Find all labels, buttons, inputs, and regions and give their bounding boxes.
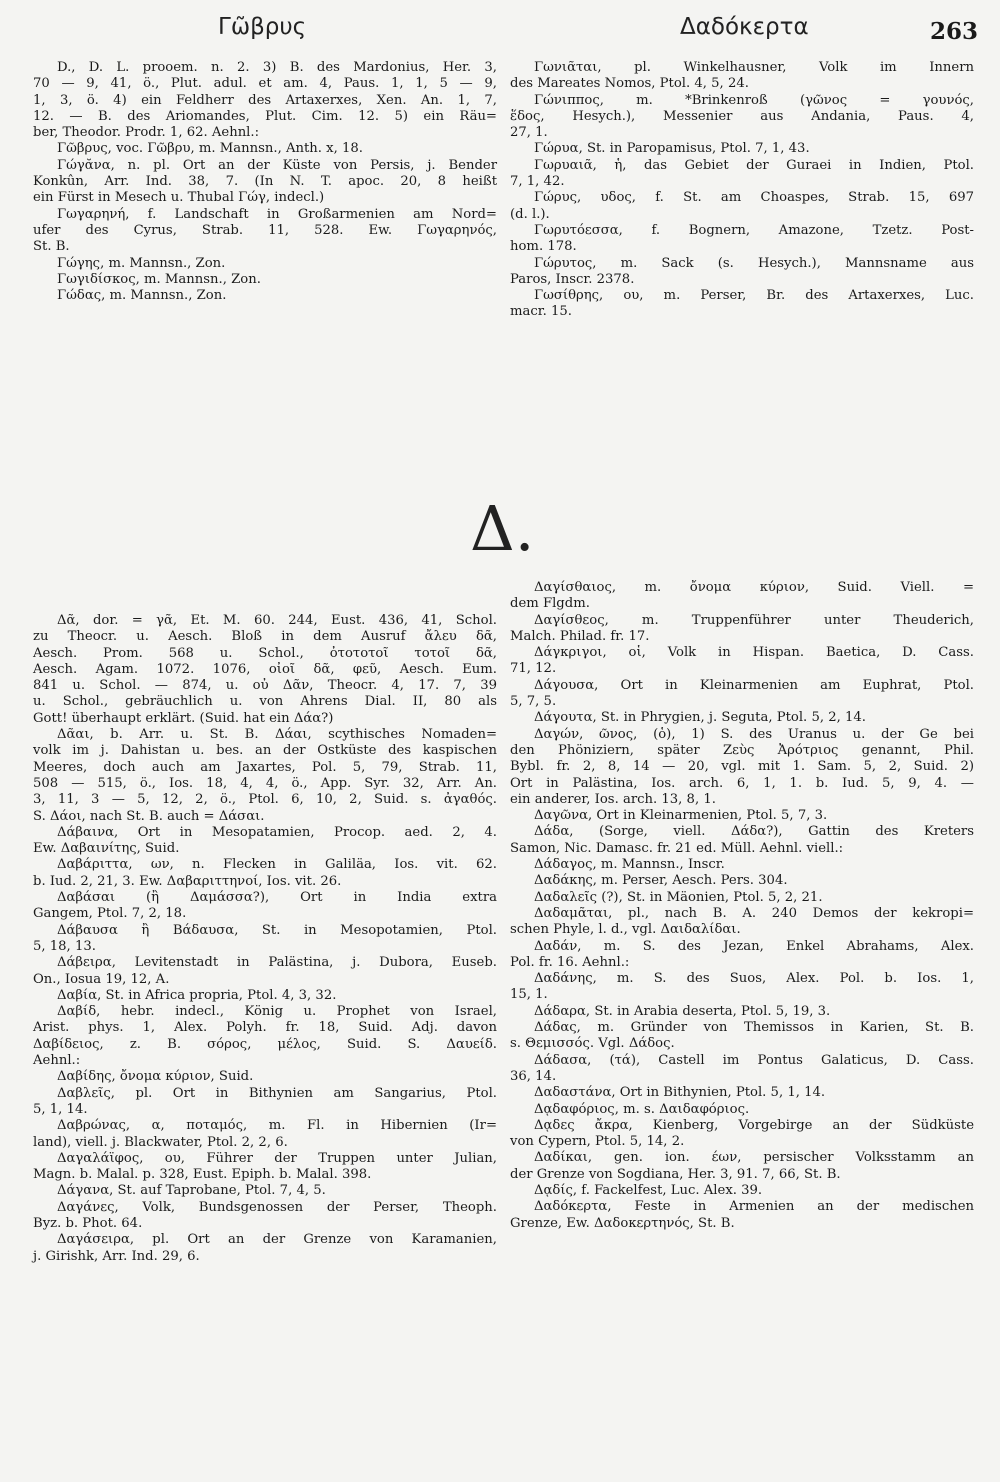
entry-line: Γωνιᾶται, pl. Winkelhausner, Volk im Innern	[534, 60, 974, 75]
entry-line: Γώδας, m. Mannsn., Zon.	[57, 288, 227, 304]
dictionary-entry	[510, 890, 974, 906]
dictionary-entry	[510, 727, 974, 808]
entry-line: des Mareates Nomos, Ptol. 4, 5, 24.	[510, 76, 749, 92]
dictionary-entry	[510, 1102, 974, 1118]
dictionary-entry	[510, 808, 974, 824]
entry-line: Samon, Nic. Damasc. fr. 21 ed. Müll. Aehnl. viell.:	[510, 840, 844, 856]
entry-line: ein anderer, Ios. arch. 13, 8, 1.	[510, 791, 716, 807]
entry-line: Δάδαγος, m. Mannsn., Inscr.	[534, 857, 725, 873]
entry-line: Δαδόκερτα, Feste in Armenien an der medischen	[534, 1199, 974, 1215]
entry-line: b. Iud. 2, 21, 3. Ew. Δαβαριττηνοί, Ios. vit. 26.	[33, 873, 342, 889]
column-top-left	[33, 60, 497, 304]
dictionary-entry	[510, 971, 974, 1004]
dictionary-entry	[33, 1200, 497, 1233]
entry-line: Δαβρώνας, α, ποταμός, m. Fl. in Hibernien (Ir=	[57, 1118, 497, 1134]
dictionary-entry	[33, 1183, 497, 1199]
column-bottom-right	[510, 580, 974, 1232]
dictionary-entry	[510, 288, 974, 321]
dictionary-entry	[33, 988, 497, 1004]
entry-line: hom. 178.	[510, 239, 577, 255]
entry-line: Δάδα, (Sorge, viell. Δάδα?), Gattin des Kreters	[534, 824, 974, 840]
entry-line: Δαγίσθαιος, m. ὄνομα κύριον, Suid. Viell. =	[534, 580, 974, 595]
entry-line: ber, Theodor. Prodr. 1, 62. Aehnl.:	[33, 125, 260, 141]
entry-line: St. B.	[33, 239, 70, 255]
entry-line: Δαδαλεῖς (?), St. in Mäonien, Ptol. 5, 2, 21.	[534, 889, 823, 905]
section-letter: Δ.	[470, 492, 535, 565]
entry-line: Δάγουτα, St. in Phrygien, j. Seguta, Ptol. 5, 2, 14.	[534, 710, 866, 726]
entry-line: Δάγκριγοι, οἱ, Volk in Hispan. Baetica, D. Cass.	[534, 645, 974, 661]
dictionary-entry	[510, 1183, 974, 1199]
dictionary-entry	[510, 1150, 974, 1183]
dictionary-entry	[33, 141, 497, 157]
entry-line: Γωσίθρης, ου, m. Perser, Br. des Artaxerxes, Luc.	[534, 288, 974, 304]
entry-line: Δαδάν, m. S. des Jezan, Enkel Abrahams, Alex.	[534, 938, 974, 954]
page-number: 263	[930, 18, 979, 45]
entry-line: Pol. fr. 16. Aehnl.:	[510, 954, 630, 970]
entry-line: s. Θεμισσός. Vgl. Δάδος.	[510, 1036, 675, 1052]
entry-line: Konkûn, Arr. Ind. 38, 7. (In N. T. apoc. 20, 8 heißt	[33, 174, 497, 190]
entry-line: 3, 11, 3 — 5, 12, 2, ö., Ptol. 6, 10, 2, Suid. s. ἀγαθός.	[33, 792, 497, 808]
dictionary-entry	[510, 141, 974, 157]
dictionary-entry	[510, 824, 974, 857]
entry-line: Grenze, Ew. Δαδοκερτηνός, St. B.	[510, 1215, 735, 1231]
dictionary-entry	[510, 93, 974, 142]
entry-line: Δᾶ, dor. = γᾶ, Et. M. 60. 244, Eust. 436, 41, Schol.	[57, 613, 497, 628]
entry-line: Δαδάνης, m. S. des Suos, Alex. Pol. b. Ios. 1,	[534, 971, 974, 987]
entry-line: Γώνιππος, m. *Brinkenroß (γῶνος = γουνός,	[534, 92, 974, 108]
entry-line: Byz. b. Phot. 64.	[33, 1215, 143, 1231]
entry-line: volk im j. Dahistan u. bes. an der Ostküste des kaspischen	[33, 743, 497, 759]
entry-line: 5, 18, 13.	[33, 938, 96, 954]
entry-line: Δαδάκης, m. Perser, Aesch. Pers. 304.	[534, 873, 788, 889]
entry-line: Γωγιδίσκος, m. Mannsn., Zon.	[57, 271, 261, 287]
entry-line: Δᾶαι, b. Arr. u. St. B. Δάαι, scythisches Nomaden=	[57, 727, 497, 743]
entry-line: Δαβάσαι (ἢ Δαμάσσα?), Ort in India extra	[57, 890, 497, 906]
entry-line: Aesch. Agam. 1072. 1076, οἰοῖ δᾶ, φεῦ, Aesch. Eum.	[33, 661, 497, 677]
entry-line: Δαγῶνα, Ort in Kleinarmenien, Ptol. 5, 7, 3.	[534, 808, 828, 824]
entry-line: u. Schol., gebräuchlich u. von Ahrens Dial. II, 80 als	[33, 694, 497, 710]
dictionary-entry	[510, 190, 974, 223]
entry-line: Γωγαρηνή, f. Landschaft in Großarmenien am Nord=	[57, 206, 497, 222]
dictionary-entry	[33, 857, 497, 890]
entry-line: Δαδαστάνα, Ort in Bithynien, Ptol. 5, 1, 14.	[534, 1085, 826, 1101]
entry-line: 7, 1, 42.	[510, 174, 565, 190]
entry-line: 27, 1.	[510, 125, 548, 141]
entry-line: Δαβλεῖς, pl. Ort in Bithynien am Sangarius, Ptol.	[57, 1085, 497, 1101]
dictionary-entry	[33, 1004, 497, 1069]
dictionary-entry	[33, 955, 497, 988]
entry-line: Δάβαινα, Ort in Mesopatamien, Procop. aed. 2, 4.	[57, 824, 497, 840]
dictionary-entry	[33, 1232, 497, 1265]
dictionary-entry	[510, 678, 974, 711]
entry-line: Γωρυτόεσσα, f. Bognern, Amazone, Tzetz. Post-	[534, 222, 974, 238]
entry-line: Δάδας, m. Gründer von Themissos in Karien, St. B.	[534, 1020, 974, 1036]
dictionary-entry	[510, 1199, 974, 1232]
entry-line: Δαβίδ, hebr. indecl., König u. Prophet von Israel,	[57, 1004, 497, 1020]
entry-line: Δαγών, ῶνος, (ὁ), 1) S. des Uranus u. der Ge bei	[534, 726, 974, 742]
entry-line: Δαγαλάϊφος, ου, Führer der Truppen unter Julian,	[57, 1150, 497, 1166]
entry-line: Δαγάσειρα, pl. Ort an der Grenze von Karamanien,	[57, 1232, 497, 1248]
dictionary-entry	[33, 727, 497, 825]
dictionary-entry	[33, 1086, 497, 1119]
dictionary-entry	[510, 906, 974, 939]
entry-line: Γώρυα, St. in Paropamisus, Ptol. 7, 1, 43.	[534, 141, 810, 157]
dictionary-entry	[510, 873, 974, 889]
entry-line: dem Flgdm.	[510, 596, 590, 612]
dictionary-entry	[510, 60, 974, 93]
dictionary-entry	[33, 60, 497, 141]
entry-line: ein Fürst in Mesech u. Thubal Γώγ, indecl.)	[33, 190, 325, 206]
dictionary-entry	[510, 1053, 974, 1086]
dictionary-entry	[510, 1085, 974, 1101]
entry-line: 71, 12.	[510, 661, 557, 677]
entry-line: ufer des Cyrus, Strab. 11, 528. Ew. Γωγαρηνός,	[33, 222, 497, 238]
entry-line: Arist. phys. 1, Alex. Polyh. fr. 18, Suid. Adj. davon	[33, 1020, 497, 1036]
entry-line: Meeres, doch auch am Jaxartes, Pol. 5, 79, Strab. 11,	[33, 759, 497, 775]
entry-line: Δαδίκαι, gen. ion. έων, persischer Volksstamm an	[534, 1150, 974, 1166]
dictionary-entry	[33, 1151, 497, 1184]
column-top-right	[510, 60, 974, 321]
entry-line: zu Theocr. u. Aesch. Bloß in dem Ausruf ἄλευ δᾶ,	[33, 629, 497, 645]
entry-line: Aesch. Prom. 568 u. Schol., ὀτοτοτοῖ τοτοῖ δᾶ,	[33, 645, 497, 661]
dictionary-entry	[33, 256, 497, 272]
dictionary-entry	[33, 1118, 497, 1151]
running-head-right: Δαδόκερτα	[680, 14, 809, 40]
entry-line: j. Girishk, Arr. Ind. 29, 6.	[33, 1248, 200, 1264]
entry-line: 841 u. Schol. — 874, u. οὐ Δᾶν, Theocr. 4, 17. 7, 39	[33, 678, 497, 694]
entry-line: 70 — 9, 41, ö., Plut. adul. et am. 4, Paus. 1, 1, 5 — 9,	[33, 76, 497, 92]
dictionary-entry	[33, 1069, 497, 1085]
dictionary-entry	[33, 923, 497, 956]
entry-line: Gangem, Ptol. 7, 2, 18.	[33, 906, 187, 922]
running-head-left: Γῶβρυς	[218, 14, 307, 40]
dictionary-entry	[33, 288, 497, 304]
dictionary-entry	[510, 256, 974, 289]
entry-line: Δαδαμᾶται, pl., nach B. A. 240 Demos der kekropi=	[534, 905, 974, 921]
dictionary-entry	[510, 645, 974, 678]
entry-line: Malch. Philad. fr. 17.	[510, 628, 650, 644]
entry-line: Δαβία, St. in Africa propria, Ptol. 4, 3, 32.	[57, 987, 337, 1003]
dictionary-entry	[33, 158, 497, 207]
dictionary-entry	[510, 158, 974, 191]
dictionary-entry	[510, 939, 974, 972]
column-bottom-left	[33, 613, 497, 1265]
dictionary-entry	[510, 857, 974, 873]
entry-line: Γώγης, m. Mannsn., Zon.	[57, 255, 226, 271]
entry-line: Δᾳδίς, f. Fackelfest, Luc. Alex. 39.	[534, 1182, 763, 1198]
entry-line: land), viell. j. Blackwater, Ptol. 2, 2, 6.	[33, 1134, 288, 1150]
entry-line: macr. 15.	[510, 304, 572, 320]
entry-line: Δᾳδες ἄκρα, Kienberg, Vorgebirge an der Südküste	[534, 1117, 974, 1133]
entry-line: Δάβαυσα ἢ Βάδαυσα, St. in Mesopotamien, Ptol.	[57, 922, 497, 938]
entry-line: Magn. b. Malal. p. 328, Eust. Epiph. b. Malal. 398.	[33, 1167, 372, 1183]
entry-line: Δαβίδης, ὄνομα κύριον, Suid.	[57, 1069, 254, 1085]
entry-line: Γῶβρυς, voc. Γῶβρυ, m. Mannsn., Anth. x, 18.	[57, 141, 363, 157]
dictionary-entry	[33, 207, 497, 256]
entry-line: Δαγάνες, Volk, Bundsgenossen der Perser, Theoph.	[57, 1199, 497, 1215]
dictionary-entry	[510, 223, 974, 256]
dictionary-entry	[510, 1020, 974, 1053]
entry-line: Δάγανα, St. auf Taprobane, Ptol. 7, 4, 5.	[57, 1183, 326, 1199]
entry-line: Δάγουσα, Ort in Kleinarmenien am Euphrat, Ptol.	[534, 677, 974, 693]
entry-line: 15, 1.	[510, 987, 548, 1003]
entry-line: 1, 3, ö. 4) ein Feldherr des Artaxerxes, Xen. An. 1, 7,	[33, 92, 497, 108]
entry-line: 12. — B. des Ariomandes, Plut. Cim. 12. 5) ein Räu=	[33, 108, 497, 124]
entry-line: ἕδος, Hesych.), Messenier aus Andania, Paus. 4,	[510, 108, 974, 124]
entry-line: Aehnl.:	[33, 1053, 81, 1069]
dictionary-entry	[33, 613, 497, 727]
entry-line: Δαβάριττα, ων, n. Flecken in Galiläa, Ios. vit. 62.	[57, 857, 497, 873]
entry-line: Γωρυαιᾶ, ἡ, das Gebiet der Guraei in Indien, Ptol.	[534, 157, 974, 173]
entry-line: Δάδαρα, St. in Arabia deserta, Ptol. 5, 19, 3.	[534, 1003, 831, 1019]
dictionary-entry	[33, 825, 497, 858]
entry-line: Δαβίδειος, z. B. σόρος, μέλος, Suid. S. Δαυείδ.	[33, 1036, 497, 1052]
entry-line: von Cypern, Ptol. 5, 14, 2.	[510, 1134, 685, 1150]
entry-line: 36, 14.	[510, 1068, 557, 1084]
dictionary-entry	[510, 613, 974, 646]
dictionary-entry	[510, 1118, 974, 1151]
entry-line: schen Phyle, l. d., vgl. Δαιδαλίδαι.	[510, 922, 741, 938]
entry-line: Γώρυς, υδος, f. St. am Choaspes, Strab. 15, 697	[534, 190, 974, 206]
entry-line: 508 — 515, ö., Ios. 18, 4, 4, ö., App. Syr. 32, Arr. An.	[33, 775, 497, 791]
dictionary-entry	[510, 1004, 974, 1020]
entry-line: 5, 1, 14.	[33, 1101, 88, 1117]
entry-line: Ort in Palästina, Ios. arch. 6, 1, 1. b. Iud. 5, 9, 4. —	[510, 775, 974, 791]
entry-line: S. Δάοι, nach St. B. auch = Δάσαι.	[33, 808, 265, 824]
entry-line: Δᾳδαφόριος, m. s. Δαιδαφόριος.	[534, 1101, 750, 1117]
entry-line: Δαγίσθεος, m. Truppenführer unter Theuderich,	[534, 612, 974, 628]
entry-line: Γώρυτος, m. Sack (s. Hesych.), Mannsname aus	[534, 255, 974, 271]
entry-line: Paros, Inscr. 2378.	[510, 271, 635, 287]
entry-line: Δάβειρα, Levitenstadt in Palästina, j. Dubora, Euseb.	[57, 955, 497, 971]
entry-line: 5, 7, 5.	[510, 694, 557, 710]
entry-line: Gott! überhaupt erklärt. (Suid. hat ein Δάα?)	[33, 710, 334, 726]
entry-line: den Phöniziern, später Ζεὺς Ἀρότριος genannt, Phil.	[510, 742, 974, 758]
entry-line: On., Iosua 19, 12, A.	[33, 971, 170, 987]
entry-line: Bybl. fr. 2, 8, 14 — 20, vgl. mit 1. Sam. 5, 2, Suid. 2)	[510, 759, 974, 775]
dictionary-entry	[510, 710, 974, 726]
entry-line: D., D. L. prooem. n. 2. 3) B. des Mardonius, Her. 3,	[57, 60, 497, 75]
dictionary-entry	[33, 890, 497, 923]
entry-line: Γώγᾰνα, n. pl. Ort an der Küste von Persis, j. Bender	[57, 157, 497, 173]
dictionary-entry	[510, 580, 974, 613]
entry-line: Ew. Δαβαινίτης, Suid.	[33, 841, 180, 857]
entry-line: Δάδασα, (τά), Castell im Pontus Galaticus, D. Cass.	[534, 1052, 974, 1068]
entry-line: der Grenze von Sogdiana, Her. 3, 91. 7, 66, St. B.	[510, 1166, 841, 1182]
entry-line: (d. l.).	[510, 206, 550, 222]
dictionary-entry	[33, 272, 497, 288]
